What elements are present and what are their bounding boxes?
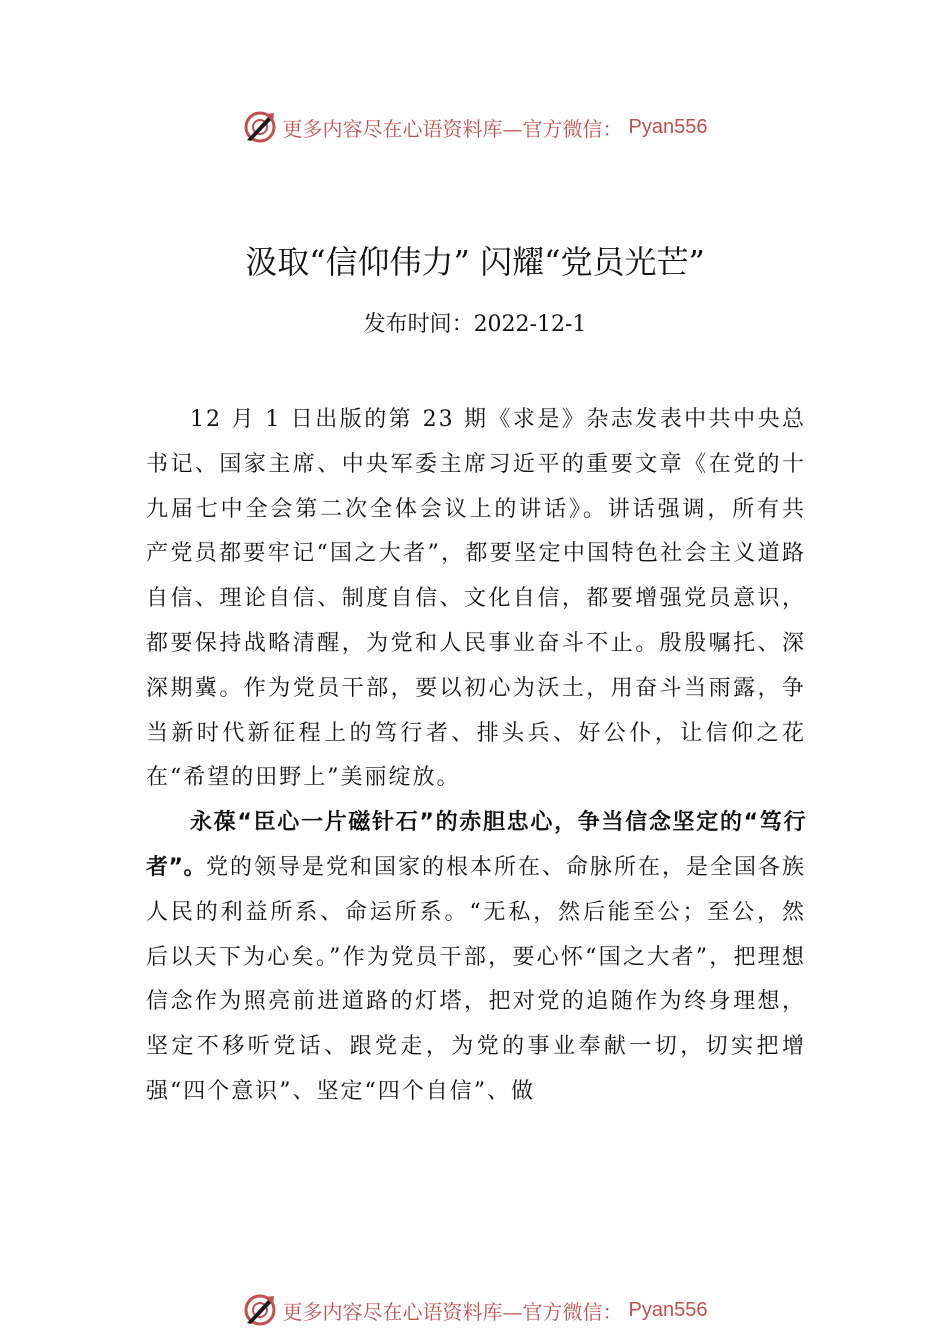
footer-watermark bbox=[0, 1290, 950, 1330]
publish-date: 发布时间：2022-12-1 bbox=[363, 312, 587, 337]
paragraph-1-text: 12 月 1 日出版的第 23 期《求是》杂志发表中共中央总书记、国家主席、中央军委主席习近平的重要文章《在党的十九届七中全会第二次全体会议上的讲话》。讲话强调，所有共产党员都要牢记“国之大者”，都要坚定中国特色社会主义道路自信、理论自信、制度自信、文化自信，都要增强党员意识，都要保持战略清醒，为党和人民事业奋斗不止。殷殷嘱托、深深期冀。作为党员干部，要以初心为沃土，用奋斗当雨露，争当新时代新征程上的笃行者、排头兵、好公仆，让信仰之花在“希望的田野上”美丽绽放。 bbox=[146, 407, 806, 791]
paragraph-2 bbox=[146, 801, 806, 1115]
paragraph-2-heading: 永葆“臣心一片磁针石”的赤胆忠心，争当信念坚定的“笃行者”。 bbox=[146, 810, 806, 880]
watermark-wechat-id: Pyan556 bbox=[628, 115, 708, 138]
watermark-wechat-id: Pyan556 bbox=[628, 1298, 708, 1321]
article-body bbox=[146, 398, 806, 1115]
watermark-text: 更多内容尽在心语资料库—官方微信： bbox=[282, 116, 623, 141]
paragraph-2-text: 党的领导是党和国家的根本所在、命脉所在，是全国各族人民的利益所系、命运所系。“无私，然后能至公；至公，然后以天下为心矣。”作为党员干部，要心怀“国之大者”，把理想信念作为照亮前进道路的灯塔，把对党的追随作为终身理想，坚定不移听党话、跟党走，为党的事业奉献一切，切实把增强“四个意识”、坚定“四个自信”、做 bbox=[146, 854, 806, 1104]
paragraph-1 bbox=[146, 398, 806, 801]
article-title: 汲取“信仰伟力” 闪耀“党员光芒” bbox=[245, 243, 705, 281]
quill-logo-icon bbox=[243, 110, 277, 144]
quill-logo-icon bbox=[243, 1293, 277, 1327]
watermark-text: 更多内容尽在心语资料库—官方微信： bbox=[282, 1299, 623, 1324]
header-watermark bbox=[0, 107, 950, 147]
